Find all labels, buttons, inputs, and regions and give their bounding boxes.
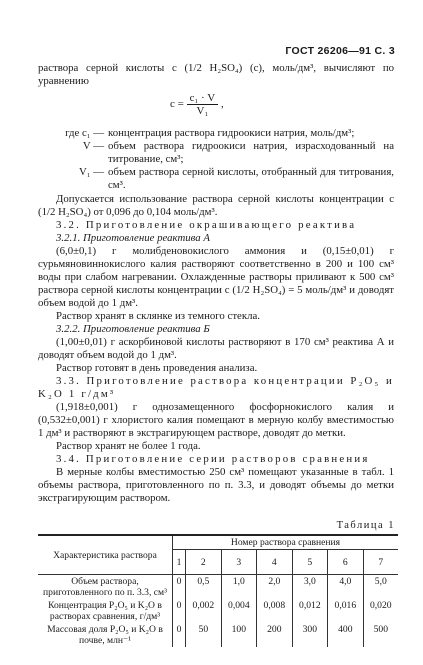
formula-fraction — [187, 92, 219, 117]
table-cell: 0,004 — [221, 599, 257, 623]
table-cell: 0,008 — [257, 599, 293, 623]
table-cell: 200 — [257, 623, 293, 647]
definition-text: объем раствора гидроокиси натрия, израсходованный на титрование, см³; — [108, 140, 394, 165]
formula-lhs: c = — [170, 98, 184, 111]
table-row — [38, 623, 398, 647]
table-cell: 1,0 — [221, 575, 257, 600]
table-row-label: Массовая доля P₂O₅ и K₂O в почве, млн⁻¹ — [38, 623, 173, 647]
table-header-characteristic: Характеристика раствора — [38, 535, 173, 575]
allowed-paragraph: Допускается использование раствора серной кислоты концентрации c (1/2 H₂SO₄) от 0,096 до 0,104 моль/дм³. — [38, 193, 394, 218]
table-cell: 300 — [292, 623, 328, 647]
definition-item — [38, 140, 394, 166]
table-cell: 0,020 — [363, 599, 398, 623]
table-cell: 0 — [173, 623, 186, 647]
definition-text: концентрация раствора гидроокиси натрия, моль/дм³; — [108, 127, 355, 139]
table-cell: 500 — [363, 623, 398, 647]
formula-tail: , — [220, 98, 224, 111]
table-cell: 0,5 — [186, 575, 222, 600]
table-cell: 0 — [173, 575, 186, 600]
section-3-2-heading: 3.2. Приготовление окрашивающего реактива — [56, 219, 357, 231]
section-3-3-heading: 3.3. Приготовление раствора концентрации P₂O₅ и K₂O 1 г/дм³ — [38, 375, 394, 400]
table-cell: 100 — [221, 623, 257, 647]
table-row — [38, 575, 398, 600]
section-3-4-heading: 3.4. Приготовление серии растворов сравнения — [56, 453, 370, 465]
section-3-2-2-note: Раствор готовят в день проведения анализа. — [56, 362, 258, 374]
table-header-number: 7 — [363, 550, 398, 575]
table-cell: 3,0 — [292, 575, 328, 600]
table-header-number: 3 — [221, 550, 257, 575]
section-3-2-1-storage: Раствор хранят в склянке из темного стекла. — [56, 310, 260, 322]
table-header-number: 5 — [292, 550, 328, 575]
definition-item — [38, 127, 394, 140]
table-cell: 4,0 — [328, 575, 364, 600]
definition-item — [38, 166, 394, 192]
table-header-number: 2 — [186, 550, 222, 575]
table-cell: 50 — [186, 623, 222, 647]
table-header-number: 6 — [328, 550, 364, 575]
section-3-2-1-heading: 3.2.1. Приготовление реактива А — [56, 232, 210, 244]
formula-denominator: V₁ — [196, 105, 209, 117]
table-row-label: Объем раствора, приготовленного по п. 3.3, см³ — [38, 575, 173, 600]
definition-text: объем раствора серной кислоты, отобранный для титрования, см³. — [108, 166, 394, 191]
table-cell: 0,002 — [186, 599, 222, 623]
table-caption: Таблица 1 — [336, 520, 395, 531]
table-cell: 400 — [328, 623, 364, 647]
table-cell: 0 — [173, 599, 186, 623]
table-row — [38, 599, 398, 623]
formula-definitions — [38, 127, 394, 192]
page-header: ГОСТ 26206—91 С. 3 — [285, 45, 395, 57]
table-row-label: Концентрация P₂O₅ и K₂O в растворах сравнения, г/дм³ — [38, 599, 173, 623]
table-header-group: Номер раствора сравнения — [173, 535, 399, 550]
definition-label: V₁ — — [78, 166, 104, 178]
body-text — [38, 193, 394, 505]
section-3-3-storage: Раствор хранят не более 1 года. — [56, 440, 201, 452]
table-cell: 2,0 — [257, 575, 293, 600]
table-cell: 0,016 — [328, 599, 364, 623]
definition-label: V — — [82, 140, 104, 152]
table-header-number: 1 — [173, 550, 186, 575]
section-3-2-1-text: (6,0±0,1) г молибденовокислого аммония и (0,15±0,01) г сурьмяновиннокислого калия растворяют соответственно в 200 и 100 см³ воды при слабом нагревании. Охлажденные растворы приливают к 500 см³ раствора серной кислоты концентрации c (1/2 H₂SO₄) = 5 моль/дм³ и доводят объем водой до 1 дм³. — [38, 245, 394, 309]
table-cell: 5,0 — [363, 575, 398, 600]
section-3-3-text: (1,918±0,001) г однозамещенного фосфорнокислого калия и (0,532±0,001) г хлористого калия помещают в мерную колбу вместимостью 1 дм³ и растворяют в экстрагирующем растворе, доводят до метки. — [38, 401, 394, 439]
comparison-solutions-table — [38, 534, 398, 647]
formula — [170, 92, 224, 117]
section-3-4-text: В мерные колбы вместимостью 250 см³ помещают указанные в табл. 1 объемы раствора, приготовленного по п. 3.3, и доводят объемы до метки экстрагирующим раствором. — [38, 466, 394, 504]
table-cell: 0,012 — [292, 599, 328, 623]
formula-numerator: c₁ · V — [187, 92, 219, 105]
section-3-2-2-heading: 3.2.2. Приготовление реактива Б — [56, 323, 210, 335]
table-header-number: 4 — [257, 550, 293, 575]
section-3-2-2-text: (1,00±0,01) г аскорбиновой кислоты растворяют в 170 см³ реактива А и доводят объем водой до 1 дм³. — [38, 336, 394, 361]
intro-paragraph — [38, 62, 394, 88]
intro-text: раствора серной кислоты c (1/2 H₂SO₄) (c), моль/дм³, вычисляют по уравнению — [38, 62, 394, 87]
definition-label: где c₁ — — [65, 127, 104, 139]
